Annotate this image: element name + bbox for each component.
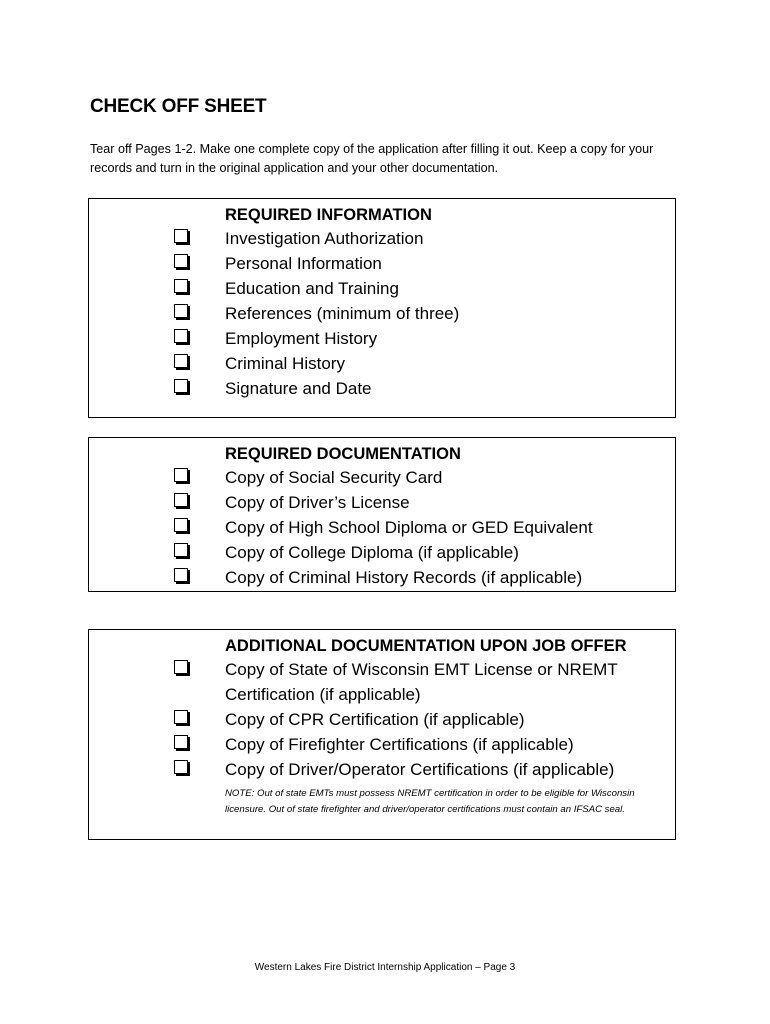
checklist-item-label: Copy of High School Diploma or GED Equivalent — [225, 518, 593, 537]
checkbox-icon[interactable] — [174, 468, 188, 482]
checkbox-icon[interactable] — [174, 568, 188, 582]
checklist-item-label: Criminal History — [225, 354, 345, 373]
page-footer: Western Lakes Fire District Internship Application – Page 3 — [254, 962, 516, 973]
checklist-item — [225, 351, 667, 376]
checklist-item-label: Copy of Criminal History Records (if applicable) — [225, 568, 583, 587]
checklist-item — [225, 251, 667, 276]
checkbox-icon[interactable] — [174, 354, 188, 368]
checkbox-icon[interactable] — [174, 279, 188, 293]
required-information-section — [88, 198, 676, 418]
checkbox-icon[interactable] — [174, 254, 188, 268]
checklist-item — [225, 565, 667, 590]
checkbox-icon[interactable] — [174, 710, 188, 724]
checkbox-icon[interactable] — [174, 304, 188, 318]
additional-documentation-section — [88, 629, 676, 840]
checklist-item-label: Employment History — [225, 329, 378, 348]
checklist-item-label: Copy of Social Security Card — [225, 468, 443, 487]
section-heading: REQUIRED DOCUMENTATION — [225, 445, 461, 463]
checkbox-icon[interactable] — [174, 760, 188, 774]
checklist-item — [225, 757, 667, 782]
checkbox-icon[interactable] — [174, 518, 188, 532]
checklist-item — [225, 490, 667, 515]
required-documentation-section — [88, 437, 676, 592]
checkbox-icon[interactable] — [174, 329, 188, 343]
checklist-item — [225, 226, 667, 251]
section-heading: REQUIRED INFORMATION — [225, 206, 432, 224]
checkbox-icon[interactable] — [174, 229, 188, 243]
checklist-item — [225, 657, 667, 682]
page-title: CHECK OFF SHEET — [90, 96, 267, 117]
checklist-item-label: Copy of Firefighter Certifications (if applicable) — [225, 735, 574, 754]
checklist-item — [225, 707, 667, 732]
checklist-item-label: References (minimum of three) — [225, 304, 460, 323]
checklist-item — [225, 515, 667, 540]
checklist-item-continuation — [225, 682, 667, 707]
checklist-item — [225, 376, 667, 401]
checklist-item-label: Personal Information — [225, 254, 382, 273]
checklist-item-label: Copy of College Diploma (if applicable) — [225, 543, 519, 562]
checklist-item-label: Investigation Authorization — [225, 229, 424, 248]
checklist-item-label: Copy of Driver’s License — [225, 493, 410, 512]
checklist-item-label: Certification (if applicable) — [225, 685, 421, 704]
checklist-item — [225, 465, 667, 490]
checklist-item — [225, 326, 667, 351]
checklist-item-label: Copy of State of Wisconsin EMT License or NREMT — [225, 660, 618, 679]
checklist-item-label: Copy of CPR Certification (if applicable) — [225, 710, 525, 729]
checkbox-icon[interactable] — [174, 660, 188, 674]
checkbox-icon[interactable] — [174, 735, 188, 749]
checkbox-icon[interactable] — [174, 493, 188, 507]
note-text: NOTE: Out of state EMTs must possess NREMT certification in order to be eligible for Wisconsin licensure. Out of state firefighter and driver/operator certifications must contain an IFSAC seal. — [225, 788, 635, 815]
checklist-item — [225, 732, 667, 757]
instructions-text: Tear off Pages 1-2. Make one complete copy of the application after filling it out. Keep a copy for your records and turn in the original application and your other documentation. — [90, 142, 654, 175]
checklist-item — [225, 540, 667, 565]
checklist-item — [225, 276, 667, 301]
checklist-item-label: Signature and Date — [225, 379, 372, 398]
section-heading: ADDITIONAL DOCUMENTATION UPON JOB OFFER — [225, 637, 627, 655]
checklist-item-label: Copy of Driver/Operator Certifications (if applicable) — [225, 760, 615, 779]
checkbox-icon[interactable] — [174, 379, 188, 393]
checkbox-icon[interactable] — [174, 543, 188, 557]
checklist-item-label: Education and Training — [225, 279, 399, 298]
checklist-item — [225, 301, 667, 326]
